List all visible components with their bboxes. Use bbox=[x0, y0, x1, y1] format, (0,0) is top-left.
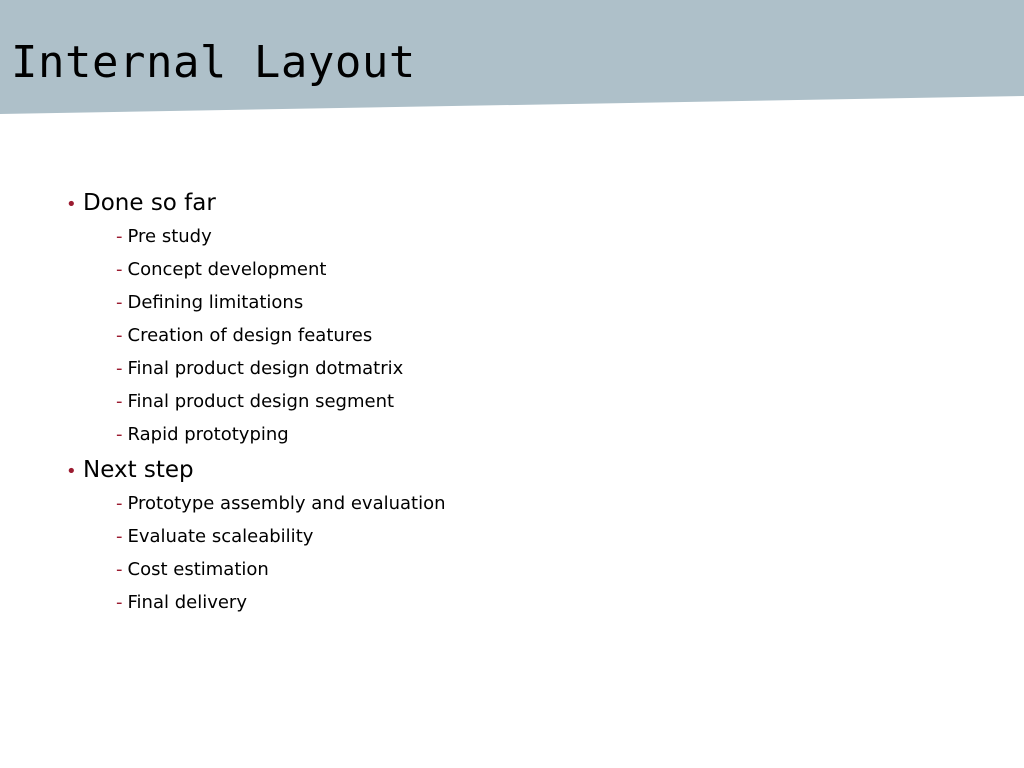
list-item bbox=[116, 352, 966, 385]
list-item bbox=[116, 319, 966, 352]
dash-icon: - bbox=[116, 526, 123, 547]
list-item bbox=[116, 286, 966, 319]
list-item-text: Evaluate scaleability bbox=[127, 526, 314, 547]
sub-list bbox=[66, 487, 966, 619]
section-heading bbox=[66, 186, 966, 220]
list-item bbox=[116, 220, 966, 253]
slide-title: Internal Layout bbox=[11, 37, 416, 88]
list-item-text: Defining limitations bbox=[127, 292, 304, 313]
section-done-so-far bbox=[66, 186, 966, 451]
bullet-icon: • bbox=[66, 461, 77, 482]
list-item bbox=[116, 385, 966, 418]
list-item-text: Final product design dotmatrix bbox=[127, 358, 404, 379]
dash-icon: - bbox=[116, 226, 123, 247]
dash-icon: - bbox=[116, 358, 123, 379]
list-item bbox=[116, 418, 966, 451]
bullet-icon: • bbox=[66, 194, 77, 215]
dash-icon: - bbox=[116, 259, 123, 280]
list-item-text: Prototype assembly and evaluation bbox=[127, 493, 446, 514]
dash-icon: - bbox=[116, 325, 123, 346]
list-item bbox=[116, 487, 966, 520]
section-heading-text: Done so far bbox=[83, 190, 216, 216]
list-item bbox=[116, 253, 966, 286]
list-item-text: Creation of design features bbox=[127, 325, 373, 346]
dash-icon: - bbox=[116, 493, 123, 514]
dash-icon: - bbox=[116, 592, 123, 613]
dash-icon: - bbox=[116, 424, 123, 445]
list-item-text: Concept development bbox=[127, 259, 327, 280]
slide-content bbox=[66, 186, 966, 619]
sub-list bbox=[66, 220, 966, 451]
section-heading-text: Next step bbox=[83, 457, 194, 483]
list-item bbox=[116, 520, 966, 553]
section-heading bbox=[66, 453, 966, 487]
list-item-text: Final product design segment bbox=[127, 391, 395, 412]
dash-icon: - bbox=[116, 559, 123, 580]
list-item-text: Final delivery bbox=[127, 592, 247, 613]
list-item-text: Cost estimation bbox=[127, 559, 269, 580]
dash-icon: - bbox=[116, 391, 123, 412]
list-item bbox=[116, 553, 966, 586]
section-next-step bbox=[66, 453, 966, 619]
list-item bbox=[116, 586, 966, 619]
dash-icon: - bbox=[116, 292, 123, 313]
list-item-text: Rapid prototyping bbox=[127, 424, 289, 445]
list-item-text: Pre study bbox=[127, 226, 212, 247]
